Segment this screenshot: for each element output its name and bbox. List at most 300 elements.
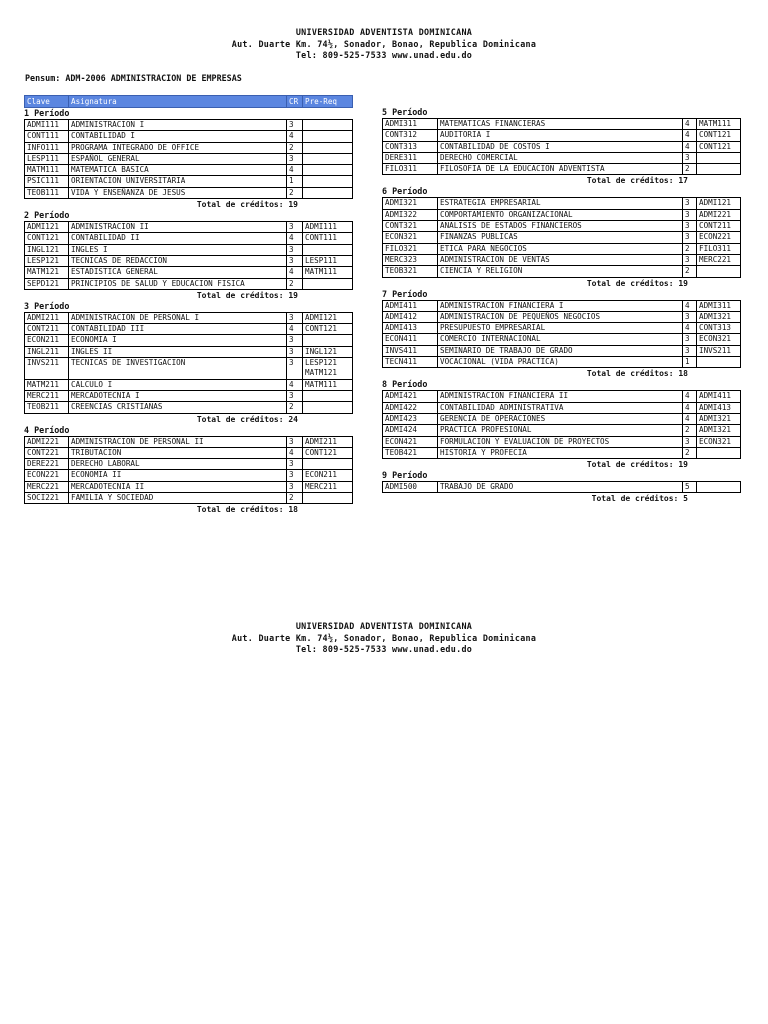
university-address: Aut. Duarte Km. 74½, Sonador, Bonao, Republica Dominicana	[231, 38, 537, 49]
course-prereq: ECON221	[697, 232, 741, 243]
course-name: MATEMATICAS FINANCIERAS	[438, 119, 683, 130]
table-row	[25, 222, 353, 233]
header-row	[25, 96, 353, 108]
course-credits: 3	[287, 470, 303, 481]
course-code: ADMI311	[383, 119, 438, 130]
footer-university-name: UNIVERSIDAD ADVENTISTA DOMINICANA	[295, 621, 473, 631]
course-code: TEOB211	[25, 402, 69, 413]
table-row	[383, 311, 741, 322]
course-credits: 1	[683, 357, 697, 368]
course-code: MATM111	[25, 165, 69, 176]
course-name: MERCADOTECNIA II	[69, 481, 287, 492]
course-credits: 4	[683, 141, 697, 152]
course-code: INFO111	[25, 142, 69, 153]
course-credits: 2	[683, 425, 697, 436]
course-code: ECON421	[383, 436, 438, 447]
course-name: INGLES I	[69, 244, 287, 255]
course-code: CONT312	[383, 130, 438, 141]
course-code: FILO321	[383, 243, 438, 254]
course-table	[382, 300, 741, 369]
course-credits: 3	[683, 232, 697, 243]
course-code: MATM211	[25, 379, 69, 390]
course-table	[24, 312, 353, 414]
document-header	[0, 27, 768, 62]
course-table	[24, 119, 353, 199]
course-credits: 2	[683, 447, 697, 458]
course-code: INVS211	[25, 358, 69, 380]
period-block	[24, 425, 354, 516]
course-prereq	[303, 493, 353, 504]
course-name: ECONOMIA II	[69, 470, 287, 481]
table-row	[25, 379, 353, 390]
course-name: ESTADISTICA GENERAL	[69, 267, 287, 278]
course-prereq	[303, 459, 353, 470]
course-prereq: MATM111	[697, 119, 741, 130]
course-credits: 3	[287, 459, 303, 470]
course-credits: 4	[287, 324, 303, 335]
course-code: LESP121	[25, 255, 69, 266]
course-name: TECNICAS DE REDACCION	[69, 255, 287, 266]
course-credits: 3	[287, 120, 303, 131]
course-credits: 2	[287, 187, 303, 198]
course-credits: 3	[287, 346, 303, 357]
course-code: ADMI424	[383, 425, 438, 436]
table-row	[383, 391, 741, 402]
table-row	[25, 165, 353, 176]
course-code: TEOB111	[25, 187, 69, 198]
course-prereq: ADMI121	[303, 312, 353, 323]
course-code: ADMI500	[383, 482, 438, 493]
course-credits: 4	[683, 119, 697, 130]
course-name: ADMINISTRACION FINANCIERA II	[438, 391, 683, 402]
course-code: ADMI322	[383, 209, 438, 220]
course-code: TEOB321	[383, 266, 438, 277]
table-row	[25, 278, 353, 289]
course-name: SEMINARIO DE TRABAJO DE GRADO	[438, 345, 683, 356]
table-row	[25, 481, 353, 492]
course-name: ADMINISTRACION DE PERSONAL II	[69, 436, 287, 447]
course-name: ESTRATEGIA EMPRESARIAL	[438, 198, 683, 209]
course-code: ADMI413	[383, 323, 438, 334]
table-row	[25, 470, 353, 481]
period-total: Total de créditos: 17	[586, 176, 688, 186]
course-code: TEOB421	[383, 447, 438, 458]
course-credits: 3	[683, 334, 697, 345]
course-table	[24, 436, 353, 505]
course-code: FILO311	[383, 164, 438, 175]
course-prereq: FILO311	[697, 243, 741, 254]
table-row	[383, 402, 741, 413]
course-prereq: INVS211	[697, 345, 741, 356]
university-contact: Tel: 809-525-7533 www.unad.edu.do	[295, 50, 473, 60]
course-name: COMPORTAMIENTO ORGANIZACIONAL	[438, 209, 683, 220]
course-name: ESPAÑOL GENERAL	[69, 153, 287, 164]
table-row	[383, 141, 741, 152]
period-block	[24, 210, 354, 301]
period-block	[24, 95, 354, 210]
course-prereq: CONT111	[303, 233, 353, 244]
table-row	[383, 266, 741, 277]
table-row	[383, 152, 741, 163]
table-row	[25, 447, 353, 458]
course-table	[382, 481, 741, 493]
table-row	[383, 130, 741, 141]
course-code: LESP111	[25, 153, 69, 164]
course-credits: 2	[683, 266, 697, 277]
course-prereq: ADMI321	[697, 425, 741, 436]
course-code: MERC221	[25, 481, 69, 492]
course-credits: 5	[683, 482, 697, 493]
course-prereq	[303, 244, 353, 255]
period-block	[382, 470, 742, 504]
course-prereq: CONT121	[697, 130, 741, 141]
course-code: ADMI411	[383, 300, 438, 311]
course-name: DERECHO LABORAL	[69, 459, 287, 470]
course-name: ADMINISTRACION FINANCIERA I	[438, 300, 683, 311]
course-name: ADMINISTRACION DE VENTAS	[438, 254, 683, 265]
table-row	[383, 164, 741, 175]
period-total: Total de créditos: 19	[196, 290, 298, 300]
course-prereq: ADMI211	[303, 436, 353, 447]
course-code: MERC323	[383, 254, 438, 265]
period-total: Total de créditos: 24	[196, 414, 298, 424]
course-prereq	[303, 153, 353, 164]
period-title: 7 Período	[382, 288, 428, 299]
course-name: ANALISIS DE ESTADOS FINANCIEROS	[438, 221, 683, 232]
table-row	[25, 390, 353, 401]
course-table	[24, 221, 353, 290]
course-code: CONT121	[25, 233, 69, 244]
course-name: ECONOMIA I	[69, 335, 287, 346]
table-row	[383, 357, 741, 368]
course-prereq	[303, 165, 353, 176]
university-name: UNIVERSIDAD ADVENTISTA DOMINICANA	[295, 27, 473, 37]
period-total: Total de créditos: 19	[196, 200, 298, 210]
course-prereq	[697, 447, 741, 458]
course-code: MERC211	[25, 390, 69, 401]
table-row	[383, 232, 741, 243]
course-code: ADMI211	[25, 312, 69, 323]
course-credits: 3	[683, 152, 697, 163]
course-credits: 3	[287, 335, 303, 346]
period-total: Total de créditos: 19	[586, 460, 688, 470]
course-name: GERENCIA DE OPERACIONES	[438, 413, 683, 424]
table-row	[383, 119, 741, 130]
course-name: ETICA PARA NEGOCIOS	[438, 243, 683, 254]
course-name: CIENCIA Y RELIGION	[438, 266, 683, 277]
table-row	[25, 142, 353, 153]
course-credits: 3	[287, 255, 303, 266]
column-header-cr: CR	[287, 96, 303, 108]
course-name: CONTABILIDAD ADMINISTRATIVA	[438, 402, 683, 413]
course-prereq: LESP111	[303, 255, 353, 266]
table-row	[383, 436, 741, 447]
course-name: CONTABILIDAD II	[69, 233, 287, 244]
table-row	[383, 425, 741, 436]
course-name: TECNICAS DE INVESTIGACION	[69, 358, 287, 380]
course-credits: 3	[287, 390, 303, 401]
course-code: CONT111	[25, 131, 69, 142]
pensum-title: Pensum: ADM-2006 ADMINISTRACION DE EMPRESAS	[25, 73, 242, 83]
course-code: SOCI221	[25, 493, 69, 504]
course-credits: 2	[287, 493, 303, 504]
table-row	[383, 243, 741, 254]
table-row	[25, 312, 353, 323]
course-prereq	[303, 131, 353, 142]
course-credits: 4	[683, 402, 697, 413]
course-code: ADMI111	[25, 120, 69, 131]
course-prereq: ADMI411	[697, 391, 741, 402]
period-title: 4 Período	[24, 424, 70, 435]
course-credits: 3	[287, 358, 303, 380]
table-row	[383, 254, 741, 265]
table-row	[25, 436, 353, 447]
course-name: DERECHO COMERCIAL	[438, 152, 683, 163]
column-header-asignatura: Asignatura	[69, 96, 287, 108]
course-credits: 2	[287, 142, 303, 153]
course-name: CONTABILIDAD III	[69, 324, 287, 335]
table-row	[25, 131, 353, 142]
table-row	[383, 300, 741, 311]
course-credits: 4	[287, 165, 303, 176]
course-table	[382, 118, 741, 175]
course-code: ECON211	[25, 335, 69, 346]
course-code: ECON221	[25, 470, 69, 481]
period-block	[382, 289, 742, 380]
course-code: ADMI321	[383, 198, 438, 209]
course-table	[382, 197, 741, 277]
course-code: CONT313	[383, 141, 438, 152]
table-row	[25, 324, 353, 335]
table-row	[25, 493, 353, 504]
course-name: CONTABILIDAD DE COSTOS I	[438, 141, 683, 152]
course-prereq	[697, 357, 741, 368]
table-row	[25, 267, 353, 278]
table-row	[383, 345, 741, 356]
course-name: ADMINISTRACION II	[69, 222, 287, 233]
table-row	[383, 209, 741, 220]
course-credits: 3	[287, 222, 303, 233]
course-code: ADMI423	[383, 413, 438, 424]
course-code: INGL211	[25, 346, 69, 357]
course-credits: 3	[683, 254, 697, 265]
course-name: FAMILIA Y SOCIEDAD	[69, 493, 287, 504]
course-code: INVS411	[383, 345, 438, 356]
right-column	[382, 107, 742, 504]
course-code: DERE311	[383, 152, 438, 163]
course-prereq: LESP121 MATM121	[303, 358, 353, 380]
course-credits: 3	[683, 311, 697, 322]
course-prereq	[303, 142, 353, 153]
course-name: CALCULO I	[69, 379, 287, 390]
table-row	[383, 198, 741, 209]
course-code: ADMI221	[25, 436, 69, 447]
course-credits: 3	[287, 436, 303, 447]
course-code: CONT211	[25, 324, 69, 335]
period-block	[382, 107, 742, 186]
course-name: CREENCIAS CRISTIANAS	[69, 402, 287, 413]
course-name: CONTABILIDAD I	[69, 131, 287, 142]
course-code: INGL121	[25, 244, 69, 255]
course-prereq	[697, 482, 741, 493]
course-prereq: MERC211	[303, 481, 353, 492]
course-credits: 2	[287, 278, 303, 289]
table-row	[25, 153, 353, 164]
course-credits: 3	[683, 345, 697, 356]
course-credits: 4	[683, 300, 697, 311]
course-name: PRESUPUESTO EMPRESARIAL	[438, 323, 683, 334]
period-title: 8 Período	[382, 379, 428, 390]
course-credits: 4	[287, 379, 303, 390]
course-credits: 4	[287, 447, 303, 458]
course-name: PRINCIPIOS DE SALUD Y EDUCACION FISICA	[69, 278, 287, 289]
course-prereq: MATM111	[303, 267, 353, 278]
course-name: HISTORIA Y PROFECIA	[438, 447, 683, 458]
course-credits: 4	[287, 267, 303, 278]
course-name: MATEMATICA BASICA	[69, 165, 287, 176]
course-name: VOCACIONAL (VIDA PRACTICA)	[438, 357, 683, 368]
course-prereq	[303, 402, 353, 413]
table-row	[25, 459, 353, 470]
table-row	[25, 358, 353, 380]
course-credits: 1	[287, 176, 303, 187]
left-column	[24, 95, 354, 515]
course-name: FORMULACION Y EVALUACION DE PROYECTOS	[438, 436, 683, 447]
course-prereq	[697, 266, 741, 277]
course-prereq: MATM111	[303, 379, 353, 390]
course-credits: 3	[287, 153, 303, 164]
course-name: MERCADOTECNIA I	[69, 390, 287, 401]
course-code: ECON321	[383, 232, 438, 243]
course-name: ADMINISTRACION I	[69, 120, 287, 131]
table-row	[383, 447, 741, 458]
table-row	[25, 187, 353, 198]
table-row	[383, 482, 741, 493]
course-name: TRABAJO DE GRADO	[438, 482, 683, 493]
course-prereq: ECON211	[303, 470, 353, 481]
column-header-clave: Clave	[25, 96, 69, 108]
course-prereq	[697, 164, 741, 175]
course-prereq: CONT121	[303, 447, 353, 458]
period-total: Total de créditos: 5	[591, 494, 688, 504]
course-prereq	[303, 335, 353, 346]
course-credits: 4	[683, 413, 697, 424]
course-credits: 3	[287, 312, 303, 323]
course-code: ADMI422	[383, 402, 438, 413]
course-prereq: ECON321	[697, 436, 741, 447]
course-code: ADMI412	[383, 311, 438, 322]
table-row	[25, 244, 353, 255]
course-name: TRIBUTACION	[69, 447, 287, 458]
table-row	[25, 346, 353, 357]
course-prereq	[303, 278, 353, 289]
course-name: ADMINISTRACION DE PERSONAL I	[69, 312, 287, 323]
course-prereq: ADMI221	[697, 209, 741, 220]
period-title: 5 Período	[382, 107, 428, 117]
course-prereq: ADMI321	[697, 311, 741, 322]
course-name: INGLES II	[69, 346, 287, 357]
course-prereq: CONT121	[303, 324, 353, 335]
course-prereq: ADMI321	[697, 413, 741, 424]
period-total: Total de créditos: 18	[196, 505, 298, 515]
course-code: SEPD121	[25, 278, 69, 289]
course-code: ADMI421	[383, 391, 438, 402]
course-code: CONT221	[25, 447, 69, 458]
course-table	[382, 390, 741, 459]
course-prereq	[697, 152, 741, 163]
course-code: ADMI121	[25, 222, 69, 233]
table-row	[25, 120, 353, 131]
period-title: 3 Período	[24, 300, 70, 311]
course-credits: 3	[287, 244, 303, 255]
course-prereq: CONT121	[697, 141, 741, 152]
footer-university-contact: Tel: 809-525-7533 www.unad.edu.do	[295, 644, 473, 654]
table-row	[383, 334, 741, 345]
column-header-prereq: Pre-Req	[303, 96, 353, 108]
course-credits: 2	[287, 402, 303, 413]
table-row	[25, 335, 353, 346]
course-code: CONT321	[383, 221, 438, 232]
table-row	[383, 221, 741, 232]
table-row	[383, 323, 741, 334]
course-credits: 4	[683, 323, 697, 334]
course-name: FINANZAS PUBLICAS	[438, 232, 683, 243]
course-credits: 3	[683, 221, 697, 232]
course-name: ORIENTACION UNIVERSITARIA	[69, 176, 287, 187]
footer-university-address: Aut. Duarte Km. 74½, Sonador, Bonao, Republica Dominicana	[231, 632, 537, 643]
course-name: VIDA Y ENSEÑANZA DE JESUS	[69, 187, 287, 198]
period-title: 6 Período	[382, 186, 428, 197]
period-title: 9 Período	[382, 470, 428, 481]
course-credits: 2	[683, 243, 697, 254]
course-name: FILOSOFIA DE LA EDUCACION ADVENTISTA	[438, 164, 683, 175]
course-code: PSIC111	[25, 176, 69, 187]
course-credits: 3	[287, 481, 303, 492]
course-prereq: ADMI121	[697, 198, 741, 209]
course-credits: 2	[683, 164, 697, 175]
course-credits: 4	[287, 233, 303, 244]
course-prereq: ECON321	[697, 334, 741, 345]
course-prereq	[303, 120, 353, 131]
course-name: ADMINISTRACION DE PEQUEÑOS NEGOCIOS	[438, 311, 683, 322]
course-name: AUDITORIA I	[438, 130, 683, 141]
period-total: Total de créditos: 18	[586, 369, 688, 379]
course-credits: 3	[683, 209, 697, 220]
course-prereq: ADMI311	[697, 300, 741, 311]
table-row	[25, 233, 353, 244]
course-prereq: INGL121	[303, 346, 353, 357]
course-code: TECN411	[383, 357, 438, 368]
course-prereq: MERC221	[697, 254, 741, 265]
document-footer	[0, 621, 768, 656]
course-prereq: ADMI111	[303, 222, 353, 233]
table-row	[25, 402, 353, 413]
course-prereq	[303, 176, 353, 187]
course-prereq: CONT211	[697, 221, 741, 232]
period-block	[382, 379, 742, 470]
course-code: DERE221	[25, 459, 69, 470]
course-prereq: CONT313	[697, 323, 741, 334]
course-table-header	[24, 95, 353, 108]
period-title: 1 Período	[24, 108, 70, 118]
course-credits: 3	[683, 198, 697, 209]
course-credits: 4	[287, 131, 303, 142]
course-credits: 3	[683, 436, 697, 447]
course-prereq: ADMI413	[697, 402, 741, 413]
table-row	[25, 255, 353, 266]
table-row	[25, 176, 353, 187]
course-prereq	[303, 187, 353, 198]
